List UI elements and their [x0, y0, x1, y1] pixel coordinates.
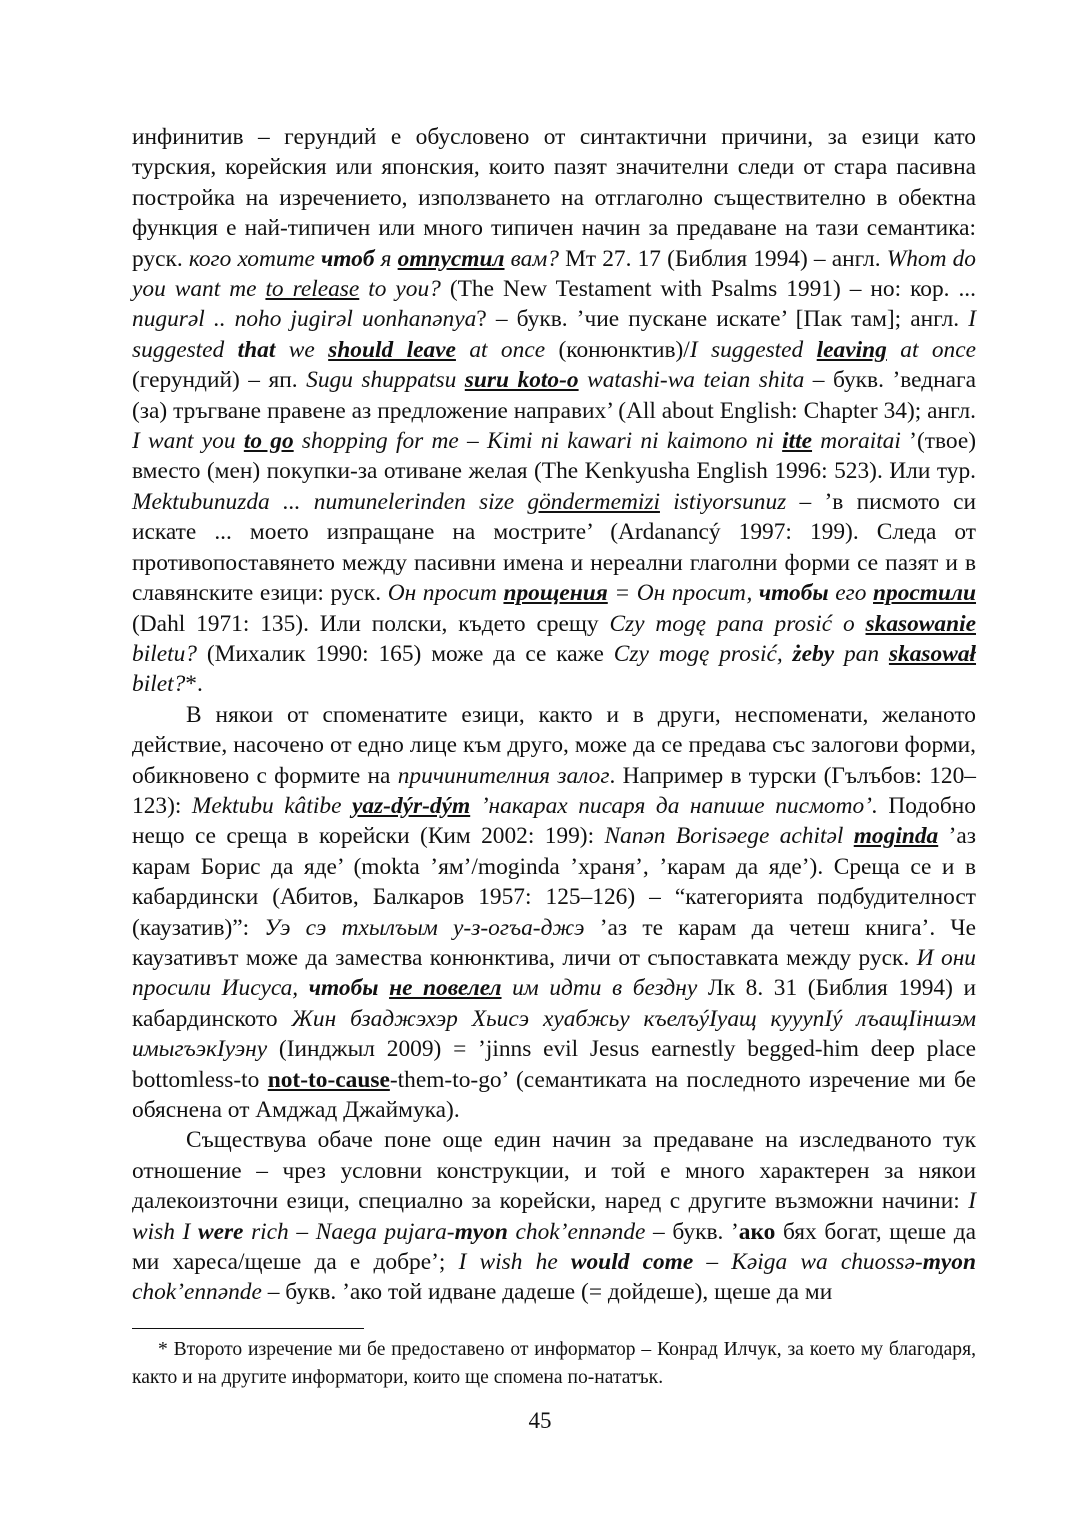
paragraph-3 [132, 1125, 976, 1307]
example-text: would come [570, 1249, 694, 1276]
example-text: Уэ сэ тхылъым у-з-огъа-джэ [264, 914, 585, 941]
example-text: bilet? [132, 671, 186, 698]
example-text: Mektubunuzda ... numunelerinden size [132, 488, 528, 515]
example-text: I wish I [132, 1188, 976, 1245]
text-run: Лк 8. 31 (Библия 1994) и кабардинското [132, 975, 976, 1032]
paragraph-1 [132, 122, 976, 700]
example-text: moraitai [812, 428, 901, 455]
example-text: I suggested [689, 336, 817, 363]
text-run: Съществува обаче поне още един начин за предаване на изследваното тук отношение – чрез условни конструкции, и той е много характерен за някои далекоизточни езици, специално за корейски, наред с другите възможни начини: [132, 1127, 976, 1215]
example-text: чтоб [320, 245, 375, 272]
example-text: – Kəiga wa chuossə- [693, 1249, 923, 1276]
example-text: I want you [132, 428, 244, 455]
example-text: biletu? [132, 640, 197, 667]
example-text: shopping for me – Kimi ni kawari ni kaimono ni [293, 428, 783, 455]
example-text: Sugu shuppatsu [306, 367, 465, 394]
example-text: żeby [792, 640, 835, 667]
example-text: chok’ennənde [507, 1218, 646, 1245]
example-text: вам? [504, 245, 559, 272]
example-text: ’накарах писаря да напише писмото’. [470, 792, 878, 819]
text-run: ’аз те карам да четеш книга’. Че каузативът може да замества конюнктива, личи от съпоставката между руск. [132, 914, 976, 971]
example-text: to you? [359, 276, 441, 303]
emphasized-term: göndermemizi [527, 488, 660, 515]
example-text: И они просили Иисуса, [132, 944, 976, 1002]
example-text: им идти в бездну [501, 975, 698, 1002]
emphasized-term: отпустил [397, 245, 505, 272]
text-run: (Михалик 1990: 165) може да се каже [196, 640, 614, 667]
example-text: that [237, 336, 276, 363]
text-run: ’(твое) вместо (мен) покупки-за отиване желая (The Kenkyusha English 1996: 523). Или тур. [132, 428, 976, 485]
emphasized-term: простили [873, 580, 977, 607]
emphasized-term: skasowanie [865, 610, 976, 637]
example-text: pan [834, 640, 889, 667]
emphasized-term: should leave [328, 336, 456, 363]
example-text: nugurəl .. noho jugirəl uonhanənya [132, 306, 477, 333]
example-text: Он просит [387, 580, 504, 607]
emphasized-term: leaving [816, 336, 887, 363]
body-text [132, 122, 976, 1308]
example-text: I wish he [458, 1249, 571, 1276]
example-text: чтобы [758, 580, 829, 607]
emphasized-term: не повелел [389, 975, 502, 1002]
example-text: его [828, 580, 874, 607]
example-text: rich – Naega pujara- [243, 1218, 455, 1245]
text-run: Подобно нещо се среща в корейски (Ким 2002: 199): [132, 792, 976, 850]
text-run: бях богат, щеше да ми хареса/щеше да е добре’; [132, 1218, 976, 1276]
example-text: myon [922, 1249, 976, 1276]
text-run: – букв. ’ако той идване дадеше (= дойдеше), щеше да ми [261, 1279, 833, 1306]
example-text: Nanən Borisəege achitəl [604, 823, 854, 850]
text-run: (Iинджыл 2009) = ’jinns evil Jesus earnestly begged-him deep place bottomless-to [132, 1036, 976, 1093]
text-run: В някои от споменатите езици, както и в други, неспоменати, желаното действие, насочено от едно лице към друго, може да се предава със залогови форми, обикновено с формите на [132, 701, 976, 789]
example-text: Mektubu kâtibe [191, 792, 352, 819]
example-text: Czy mogę pana prosić o [609, 610, 866, 637]
bold-text: ако [738, 1218, 776, 1245]
example-text: at once [886, 336, 977, 363]
example-text: chok’ennənde [132, 1279, 262, 1306]
example-text: Жин бзаджэхэр Хьисэ хуабжьу къелъýIуащ кууупIý лъащIiншэм имыгъэкIуэну [132, 1005, 976, 1063]
example-text: чтобы [308, 975, 379, 1002]
footnote: * Второто изречение ми бе предоставено от информатор – Конрад Илчук, за което му благодаря, както и на другите информатори, които ще спомена по-нататък. [132, 1339, 976, 1388]
text-run: – букв. ’веднага (за) тръгване правене аз предложение направих’ (All about English: Chapter 34); англ. [132, 367, 976, 424]
text-run: (The New Testament with Psalms 1991) – но: кор. ... [440, 276, 976, 303]
emphasized-term: yaz-dýr-dým [351, 792, 471, 819]
example-text: I suggested [132, 306, 976, 363]
emphasized-term: skasował [888, 640, 977, 667]
text-run: ’аз карам Борис да яде’ (mokta ’ям’/moginda ’храня’, ’карам да яде’). Среща се и в кабардински (Абитов, Балкаров 1957: 125–126) – “категорията подбудителност (каузатив)”: [132, 823, 976, 941]
text-run: -them-to-go’ (семантиката на последното изречение ми бе обяснена от Амджад Джаймука). [132, 1066, 976, 1123]
example-text: кого хотите [188, 245, 321, 272]
text-run: инфинитив – герундий е обусловено от синтактични причини, за езици като турския, корейския или японския, които пазят значителни следи от стара пасивна постройка на изречението, използването на отглаголно съществително в обектна функция е най-типичен или много типичен начин за предаване на тази семантика: руск. [132, 124, 976, 272]
emphasized-term: itte [782, 428, 813, 455]
example-text: myon [454, 1218, 508, 1245]
text-run: ? – букв. ’чие пускане искате’ [Пак там]; англ. [476, 306, 969, 333]
example-text: were [197, 1218, 244, 1245]
example-text: Czy mogę prosić, [613, 640, 793, 667]
emphasized-term: to release [265, 276, 360, 303]
text-run: (конюнктив)/ [545, 336, 690, 363]
text-run: Мт 27. 17 (Библия 1994) – англ. [558, 245, 887, 272]
text-run: (герундий) – яп. [132, 367, 307, 394]
paragraph-2 [132, 700, 976, 1126]
example-text: Whom do you want me [132, 245, 976, 303]
example-text: я [374, 245, 398, 272]
example-text: we [275, 336, 329, 363]
text-run: . Например в турски (Гълъбов: 120–123): [132, 762, 977, 819]
text-run: – ’в писмото си искате ... моето изпращане на мострите’ (Ardanancý 1997: 199). Следа от противопоставянето между пасивни имена и нереални глаголни форми се пазят и в славянските езици: руск. [132, 488, 976, 607]
footnote-separator [132, 1328, 364, 1329]
emphasized-term: to go [243, 428, 294, 455]
text-run: *. [185, 671, 203, 698]
emphasized-term: suru koto-o [464, 367, 579, 394]
example-text: watashi-wa teian shita [578, 367, 805, 394]
emphasized-term: прощения [503, 580, 608, 607]
example-text: причинителния залог [397, 762, 610, 789]
example-text: istiyorsunuz [659, 488, 787, 515]
page-number: 45 [528, 1408, 552, 1433]
emphasized-term: moginda [853, 823, 939, 850]
example-text: at once [455, 336, 546, 363]
text-run: (Dahl 1971: 135). Или полски, където срещу [132, 610, 610, 637]
text-run: – букв. ’ [645, 1218, 739, 1245]
example-text: = Он просит, [607, 580, 759, 607]
emphasized-term: not-to-cause [267, 1066, 390, 1093]
example-text [379, 975, 390, 1001]
